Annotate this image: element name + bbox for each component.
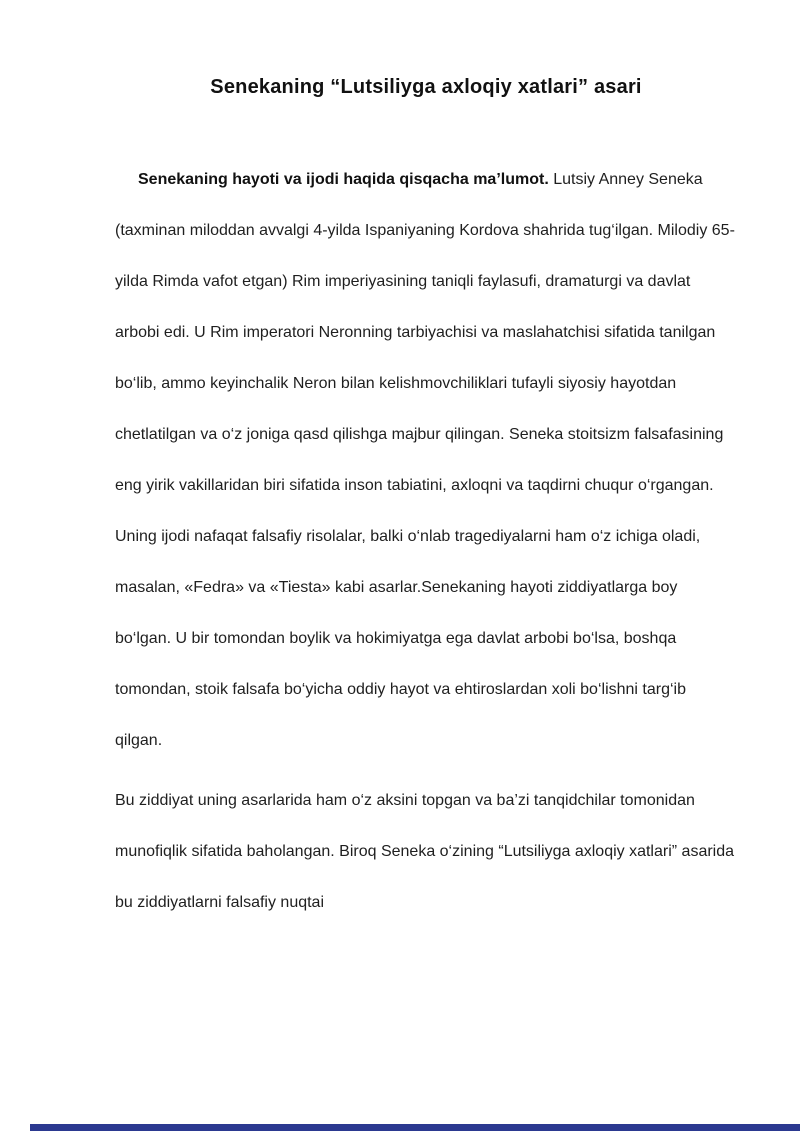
paragraph bbox=[115, 154, 737, 766]
document-page bbox=[115, 0, 737, 928]
document-title: Senekaning “Lutsiliyga axloqiy xatlari” asari bbox=[210, 76, 642, 98]
paragraph-lead-bold: Senekaning hayoti va ijodi haqida qisqacha ma’lumot. bbox=[138, 171, 549, 188]
bottom-accent-bar bbox=[30, 1124, 800, 1131]
paragraph bbox=[115, 775, 737, 928]
paragraph-text: Lutsiy Anney Seneka (taxminan miloddan avvalgi 4-yilda Ispaniyaning Kordova shahrida tug‘ilgan. Milodiy 65-yilda Rimda vafot etgan) Rim imperiyasining taniqli faylasufi, dramaturgi va davlat arbobi edi. U Rim imperatori Neronning tarbiyachisi va maslahatchisi sifatida tanilgan bo‘lib, ammo keyinchalik Neron bilan kelishmovchiliklari tufayli siyosiy hayotdan chetlatilgan va o‘z joniga qasd qilishga majbur qilingan. Seneka stoitsizm falsafasining eng yirik vakillaridan biri sifatida inson tabiatini, axloqni va taqdirni chuqur o‘rgangan. Uning ijodi nafaqat falsafiy risolalar, balki o‘nlab tragediyalarni ham o‘z ichiga oladi, masalan, «Fedra» va «Tiesta» kabi asarlar.Senekaning hayoti ziddiyatlarga boy bo‘lgan. U bir tomondan boylik va hokimiyatga ega davlat arbobi bo‘lsa, boshqa tomondan, stoik falsafa bo‘yicha oddiy hayot va ehtiroslardan xoli bo‘lishni targ‘ib qilgan. bbox=[115, 171, 735, 749]
paragraph-text: Bu ziddiyat uning asarlarida ham o‘z aksini topgan va ba’zi tanqidchilar tomonidan munofiqlik sifatida baholangan. Biroq Seneka o‘zining “Lutsiliyga axloqiy xatlari” asarida bu ziddiyatlarni falsafiy nuqtai bbox=[115, 792, 735, 911]
